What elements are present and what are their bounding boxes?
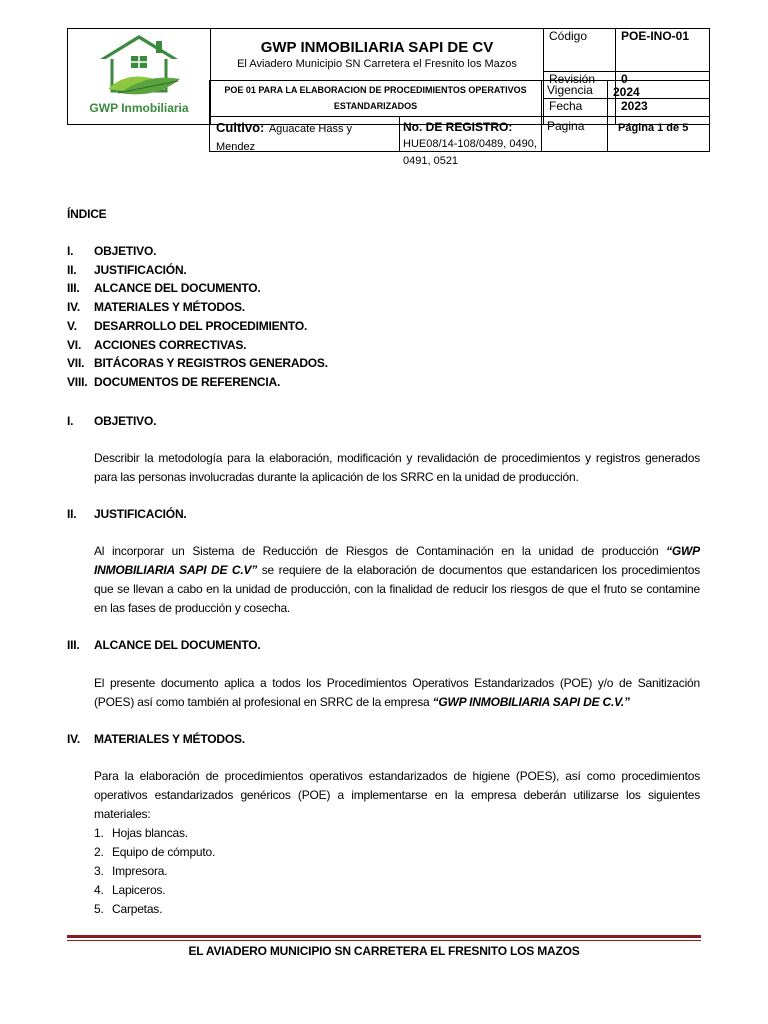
section-justificacion-heading xyxy=(67,507,187,521)
footer-address: EL AVIADERO MUNICIPIO SN CARRETERA EL FRESNITO LOS MAZOS xyxy=(188,944,580,958)
index-item-label: ALCANCE DEL DOCUMENTO. xyxy=(94,281,261,296)
logo-text: GWP Inmobiliaria xyxy=(89,101,189,115)
section-title: ALCANCE DEL DOCUMENTO. xyxy=(94,638,261,652)
objetivo-paragraph: Describir la metodología para la elaboración, modificación y revalidación de procedimientos y registros generados para las personas involucradas durante la aplicación de los SRRC en la unidad de producción. xyxy=(94,451,700,484)
registro-label: No. DE REGISTRO: xyxy=(403,120,513,134)
list-item-label: Hojas blancas. xyxy=(112,826,188,840)
list-item xyxy=(94,902,162,916)
revision-value: 0 xyxy=(616,72,710,98)
cultivo-value: Aguacate Hass y Mendez xyxy=(216,123,352,153)
list-item-number: 5. xyxy=(94,902,104,916)
list-item-number: 2. xyxy=(94,845,104,859)
registro-cell xyxy=(399,116,541,167)
index-item-label: ACCIONES CORRECTIVAS. xyxy=(94,337,247,352)
materiales-paragraph: Para la elaboración de procedimientos operativos estandarizados de higiene (POES), así como procedimientos operativos estandarizados genéricos (POE) a implementarse en la empresa deberán utilizarse los siguientes materiales: xyxy=(94,769,700,821)
footer-rule-thin xyxy=(67,940,701,941)
section-materiales-heading xyxy=(67,732,245,746)
list-item-label: Carpetas. xyxy=(112,902,163,916)
index-item-number: VI. xyxy=(67,337,82,352)
registro-value: HUE08/14-108/0489, 0490, 0491, 0521 xyxy=(403,138,537,167)
poe-title-cell xyxy=(209,80,541,116)
section-objetivo-heading xyxy=(67,414,156,428)
list-item-label: Impresora. xyxy=(112,864,168,878)
header-lower xyxy=(67,80,710,167)
list-item xyxy=(94,883,165,897)
index-item-label: JUSTIFICACIÓN. xyxy=(94,262,187,277)
pagina-value: Página 1 de 5 xyxy=(607,116,710,152)
index-item xyxy=(67,338,246,352)
alcance-text: El presente documento aplica a todos los Procedimientos Operativos Estandarizados (POE) y/o de Sanitización (POES) así como también al profesional en SRRC de la empresa xyxy=(94,676,700,709)
index-item-number: VII. xyxy=(67,356,85,371)
codigo-label: Código xyxy=(544,29,616,72)
index-item-label: BITÁCORAS Y REGISTROS GENERADOS. xyxy=(94,356,328,371)
justificacion-paragraph xyxy=(94,542,700,618)
list-item-number: 3. xyxy=(94,864,104,878)
section-number: I. xyxy=(67,414,74,428)
fecha-label: Fecha xyxy=(544,98,616,124)
company-address: El Aviadero Municipio SN Carretera el Fresnito los Mazos xyxy=(237,58,517,70)
section-title: OBJETIVO. xyxy=(94,414,157,428)
index-item-label: DESARROLLO DEL PROCEDIMIENTO. xyxy=(94,318,308,333)
section-number: III. xyxy=(67,638,80,652)
company-name: GWP INMOBILIARIA SAPI DE CV xyxy=(260,39,494,56)
index-item-label: MATERIALES Y MÉTODOS. xyxy=(94,300,245,315)
list-item xyxy=(94,845,215,859)
list-item-number: 1. xyxy=(94,826,104,840)
justificacion-text-a: Al incorporar un Sistema de Reducción de Riesgos de Contaminación en la unidad de producción xyxy=(94,544,667,558)
index-item-label: DOCUMENTOS DE REFERENCIA. xyxy=(94,374,281,389)
list-item-label: Equipo de cómputo. xyxy=(112,845,216,859)
cultivo-cell xyxy=(209,116,399,152)
cultivo-label: Cultivo: xyxy=(216,120,265,135)
footer-rule xyxy=(67,935,701,938)
company-emphasis: “GWP INMOBILIARIA SAPI DE C.V.” xyxy=(432,695,630,709)
codigo-value: POE-INO-01 xyxy=(616,29,710,72)
index-item xyxy=(67,375,280,389)
index-item-number: II. xyxy=(67,262,77,277)
poe-title: POE 01 PARA LA ELABORACION DE PROCEDIMIENTOS OPERATIVOS ESTANDARIZADOS xyxy=(224,85,527,111)
section-title: MATERIALES Y MÉTODOS. xyxy=(94,732,245,746)
list-item xyxy=(94,864,167,878)
index-item-number: I. xyxy=(67,244,74,258)
index-item-label: OBJETIVO. xyxy=(94,244,157,258)
index-item xyxy=(67,356,328,370)
section-number: II. xyxy=(67,507,77,521)
section-number: IV. xyxy=(67,732,80,746)
index-item-number: IV. xyxy=(67,300,80,315)
index-item-number: VIII. xyxy=(67,374,88,389)
list-item-label: Lapiceros. xyxy=(112,883,166,897)
company-emphasis: “GWP INMOBILIARIA SAPI DE C.V” xyxy=(94,544,700,577)
index-item xyxy=(67,263,187,277)
index-item-number: V. xyxy=(67,318,77,333)
revision-label: Revisión xyxy=(544,72,616,98)
section-alcance-heading xyxy=(67,638,261,652)
section-title: JUSTIFICACIÓN. xyxy=(94,507,187,521)
vigencia-label: Vigencia xyxy=(541,80,607,116)
fecha-value: 2023 xyxy=(616,98,710,124)
justificacion-text-b: se requiere de la elaboración de documentos que estandaricen los procedimientos que se llevan a cabo en la unidad de producción, con la finalidad de reducir los riesgos de que el fruto se contamine en las fases de producción y cosecha. xyxy=(94,563,700,615)
index-item xyxy=(67,244,156,258)
vigencia-value: 2024 xyxy=(607,80,710,116)
list-item-number: 4. xyxy=(94,883,104,897)
index-item-number: III. xyxy=(67,281,80,296)
index-item xyxy=(67,319,307,333)
alcance-paragraph xyxy=(94,674,700,712)
pagina-label: Pagina xyxy=(541,116,607,152)
index-item xyxy=(67,281,261,295)
list-item xyxy=(94,826,188,840)
index-item xyxy=(67,300,245,314)
index-title: ÍNDICE xyxy=(67,207,107,221)
